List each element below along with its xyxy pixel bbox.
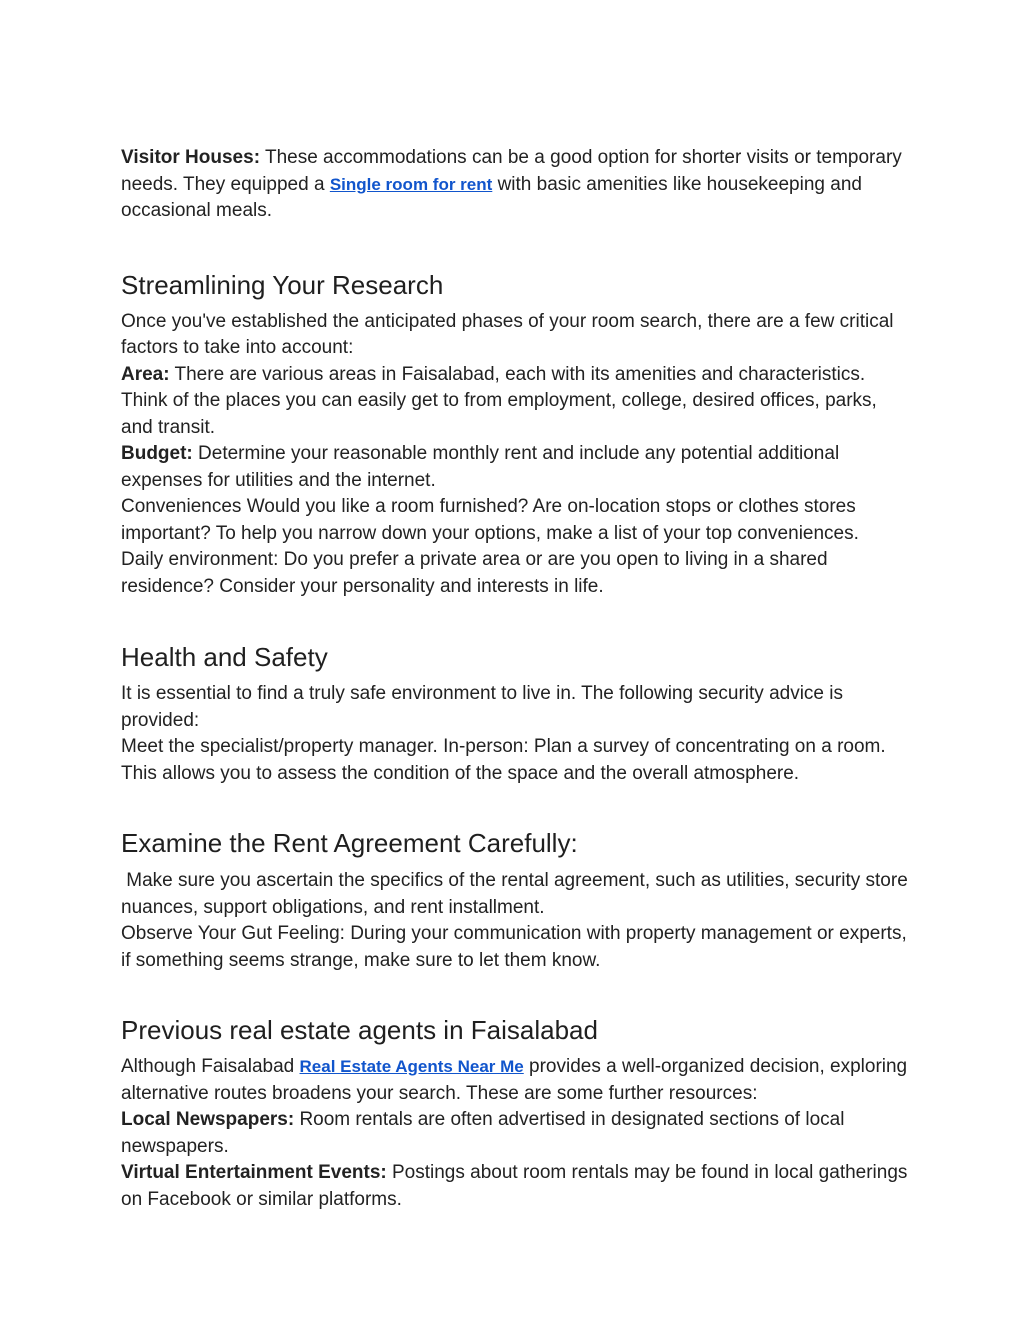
visitor-houses-paragraph (121, 145, 911, 225)
visitor-houses-text-2: with basic amenities like housekeeping and occasional meals. (121, 173, 862, 221)
area-text: There are various areas in Faisalabad, each with its amenities and characteristics. Think of the places you can easily get to from employment, college, desired offices, parks, and transit. (121, 363, 877, 438)
streamlining-research-heading: Streamlining Your Research (121, 269, 444, 300)
local-newspapers-label: Local Newspapers: (121, 1109, 295, 1130)
budget-label: Budget: (121, 443, 193, 464)
gut-feeling-paragraph: Observe Your Gut Feeling: During your communication with property management or experts, if something seems strange, make sure to let them know. (121, 923, 907, 971)
virtual-events-paragraph (121, 1160, 911, 1213)
conveniences-paragraph: Conveniences Would you like a room furnished? Are on-location stops or clothes stores important? To help you narrow down your options, make a list of your top conveniences. (121, 496, 859, 544)
examine-rent-agreement-heading: Examine the Rent Agreement Carefully: (121, 828, 578, 858)
health-intro-paragraph: It is essential to find a truly safe environment to live in. The following security advice is provided: (121, 683, 843, 731)
single-room-for-rent-link[interactable]: Single room for rent (329, 174, 493, 194)
previous-agents-text-2: provides a well-organized decision, exploring alternative routes broadens your search. These are some further resources: (121, 1056, 908, 1104)
area-paragraph (121, 362, 911, 442)
area-label: Area: (121, 363, 170, 385)
virtual-events-text: Postings about room rentals may be found in local gatherings on Facebook or similar platforms. (121, 1162, 908, 1210)
previous-agents-paragraph (121, 1054, 911, 1107)
meet-manager-paragraph: Meet the specialist/property manager. In-person: Plan a survey of concentrating on a room. This allows you to assess the condition of the space and the overall atmosphere. (121, 736, 886, 784)
document-page (121, 145, 914, 1213)
research-intro-paragraph: Once you've established the anticipated phases of your room search, there are a few critical factors to take into account: (121, 310, 894, 358)
virtual-events-label: Virtual Entertainment Events: (121, 1162, 387, 1183)
visitor-houses-label: Visitor Houses: (121, 147, 261, 168)
local-newspapers-paragraph (121, 1107, 911, 1160)
real-estate-agents-near-me-link[interactable]: Real Estate Agents Near Me (299, 1057, 524, 1076)
visitor-houses-text-1: These accommodations can be a good option for shorter visits or temporary needs. They equipped a (121, 147, 902, 195)
budget-paragraph (121, 441, 911, 494)
health-and-safety-heading: Health and Safety (121, 642, 328, 672)
previous-agents-heading: Previous real estate agents in Faisalabad (121, 1015, 598, 1045)
previous-agents-text-1: Although Faisalabad (121, 1056, 300, 1077)
daily-environment-paragraph: Daily environment: Do you prefer a private area or are you open to living in a shared residence? Consider your personality and interests in life. (121, 549, 828, 597)
rental-agreement-paragraph: Make sure you ascertain the specifics of the rental agreement, such as utilities, security store nuances, support obligations, and rent installment. (121, 870, 914, 918)
local-newspapers-text: Room rentals are often advertised in designated sections of local newspapers. (121, 1109, 845, 1157)
budget-text: Determine your reasonable monthly rent and include any potential additional expenses for utilities and the internet. (121, 443, 840, 491)
